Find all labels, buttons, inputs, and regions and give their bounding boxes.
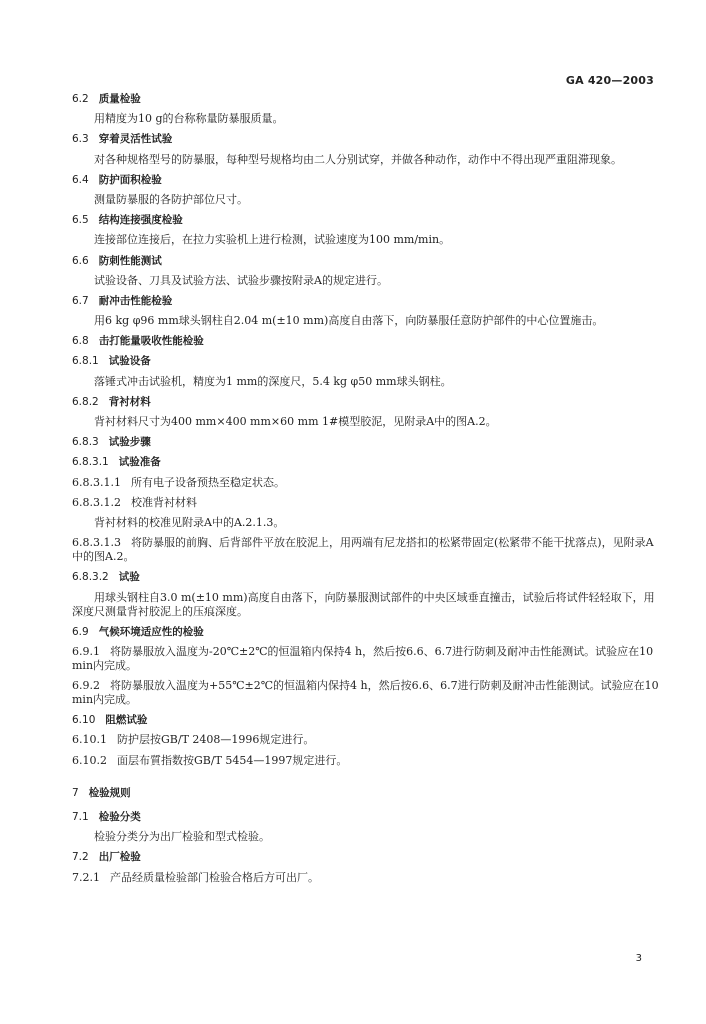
clause-text: 耐冲击性能检验 [98,294,173,307]
clause-text: 试验准备 [118,456,161,469]
clause-number: 6.10.1 [72,733,107,747]
clause-text: 落锤式冲击试验机，精度为1 mm的深度尺，5.4 kg φ50 mm球头钢柱。 [94,374,452,388]
body-paragraph [72,415,662,429]
clause-text: 试验 [118,571,140,584]
clause-number: 6.8.2 [72,395,99,408]
numbered-clause [72,754,662,768]
clause-number: 6.10.2 [72,753,107,767]
section-heading [72,810,662,824]
clause-text: 将防暴服放入温度为-20℃±2℃的恒温箱内保持4 h，然后按6.6、6.7进行防刺及耐冲击性能测试。试验应在10 min内完成。 [72,644,654,672]
clause-number: 6.8.1 [72,355,99,368]
section-heading [72,786,662,800]
clause-number: 6.6 [72,254,89,267]
clause-number: 7.1 [72,811,89,823]
section-gap [72,774,662,786]
clause-text: 气候环境适应性的检验 [98,625,204,638]
clause-text: 用球头钢柱自3.0 m(±10 mm)高度自由落下，向防暴服测试部件的中央区域垂直撞击，试验后将试件轻轻取下，用深度尺测量背衬胶泥上的压痕深度。 [72,590,655,618]
clause-text: 用6 kg φ96 mm球头钢柱自2.04 m(±10 mm)高度自由落下，向防暴服任意防护部件的中心位置施击。 [94,314,604,328]
section-heading [72,334,662,348]
section-heading [72,435,662,449]
clause-number: 6.3 [72,133,89,146]
body-paragraph [72,112,662,126]
clause-number: 6.4 [72,173,89,186]
clause-text: 面层布質指数按GB/T 5454—1997规定进行。 [117,753,348,767]
clause-number: 6.5 [72,214,89,227]
clause-text: 背衬材料 [108,395,151,408]
section-heading [72,570,662,584]
clause-text: 防护面积检验 [98,173,162,186]
body-paragraph [72,516,662,530]
section-heading [72,455,662,469]
clause-number: 6.8.3 [72,436,99,449]
clause-text: 检验分类 [98,811,141,823]
numbered-clause [72,536,662,564]
clause-number: 7 [72,786,79,799]
clause-number: 6.2 [72,93,89,105]
section-heading [72,213,662,227]
numbered-clause [72,733,662,747]
section-heading [72,395,662,409]
clause-text: 穿着灵活性试验 [98,133,173,146]
section-heading [72,354,662,368]
section-heading [72,713,662,727]
clause-text: 防刺性能测试 [98,254,162,267]
clause-number: 6.8.3.1.2 [72,495,121,509]
clause-text: 校准背衬材料 [130,495,197,509]
clause-text: 将防暴服的前胸、后背部件平放在胶泥上，用两端有尼龙搭扣的松紧带固定(松紧带不能干扰落点)，见附录A中的图A.2。 [72,536,654,564]
clause-text: 试验设备、刀具及试验方法、试验步骤按附录A的规定进行。 [94,273,388,287]
document-code: GA 420—2003 [565,74,654,87]
body-paragraph [72,375,662,389]
clause-text: 质量检验 [98,93,141,105]
numbered-clause [72,871,662,885]
section-heading [72,850,662,864]
body-paragraph [72,830,662,844]
clause-number: 6.8.3.1.1 [72,475,121,489]
body-paragraph [72,233,662,247]
section-heading [72,625,662,639]
clause-text: 背衬材料尺寸为400 mm×400 mm×60 mm 1#模型胶泥，见附录A中的图A.2。 [94,415,497,428]
clause-text: 试验步骤 [108,436,151,449]
section-heading [72,294,662,308]
body-paragraph [72,153,662,167]
clause-text: 检验分类分为出厂检验和型式检验。 [94,830,270,844]
clause-number: 7.2 [72,851,89,864]
document-body [72,92,662,891]
clause-number: 6.8 [72,335,89,348]
section-heading [72,254,662,268]
clause-text: 结构连接强度检验 [98,214,183,227]
clause-text: 所有电子设备预热至稳定状态。 [130,475,285,489]
clause-text: 用精度为10 g的台称称量防暴服质量。 [94,112,284,126]
clause-number: 7.2.1 [72,870,100,884]
clause-number: 6.9.2 [72,679,100,693]
body-paragraph [72,591,662,619]
clause-text: 防护层按GB/T 2408—1996规定进行。 [117,733,315,747]
clause-number: 6.9.1 [72,644,100,658]
clause-text: 出厂检验 [98,851,141,864]
clause-number: 6.8.3.1 [72,456,109,469]
body-paragraph [72,314,662,328]
clause-text: 试验设备 [108,355,151,368]
clause-text: 阻燃试验 [105,714,148,727]
clause-text: 将防暴服放入温度为+55℃±2℃的恒温箱内保持4 h，然后按6.6、6.7进行防刺及耐冲击性能测试。试验应在10 min内完成。 [72,679,659,707]
clause-text: 对各种规格型号的防暴服，每种型号规格均由二人分别试穿，并做各种动作，动作中不得出现严重阻滞现象。 [94,152,622,166]
numbered-clause [72,645,662,673]
clause-text: 检验规则 [88,786,131,799]
clause-number: 6.9 [72,625,89,638]
clause-text: 产品经质量检验部门检验合格后方可出厂。 [110,870,319,884]
clause-number: 6.8.3.2 [72,571,109,584]
clause-text: 连接部位连接后，在拉力实验机上进行检测，试验速度为100 mm/min。 [94,233,451,247]
numbered-clause [72,496,662,510]
clause-number: 6.10 [72,714,96,727]
clause-text: 击打能量吸收性能检验 [98,335,204,348]
body-paragraph [72,193,662,207]
section-heading [72,92,662,106]
body-paragraph [72,274,662,288]
clause-number: 6.7 [72,294,89,307]
clause-text: 背衬材料的校准见附录A中的A.2.1.3。 [94,515,285,529]
page-number: 3 [635,953,642,964]
clause-number: 6.8.3.1.3 [72,536,121,550]
section-heading [72,132,662,146]
section-heading [72,173,662,187]
numbered-clause [72,679,662,707]
clause-text: 测量防暴服的各防护部位尺寸。 [94,192,248,206]
numbered-clause [72,476,662,490]
